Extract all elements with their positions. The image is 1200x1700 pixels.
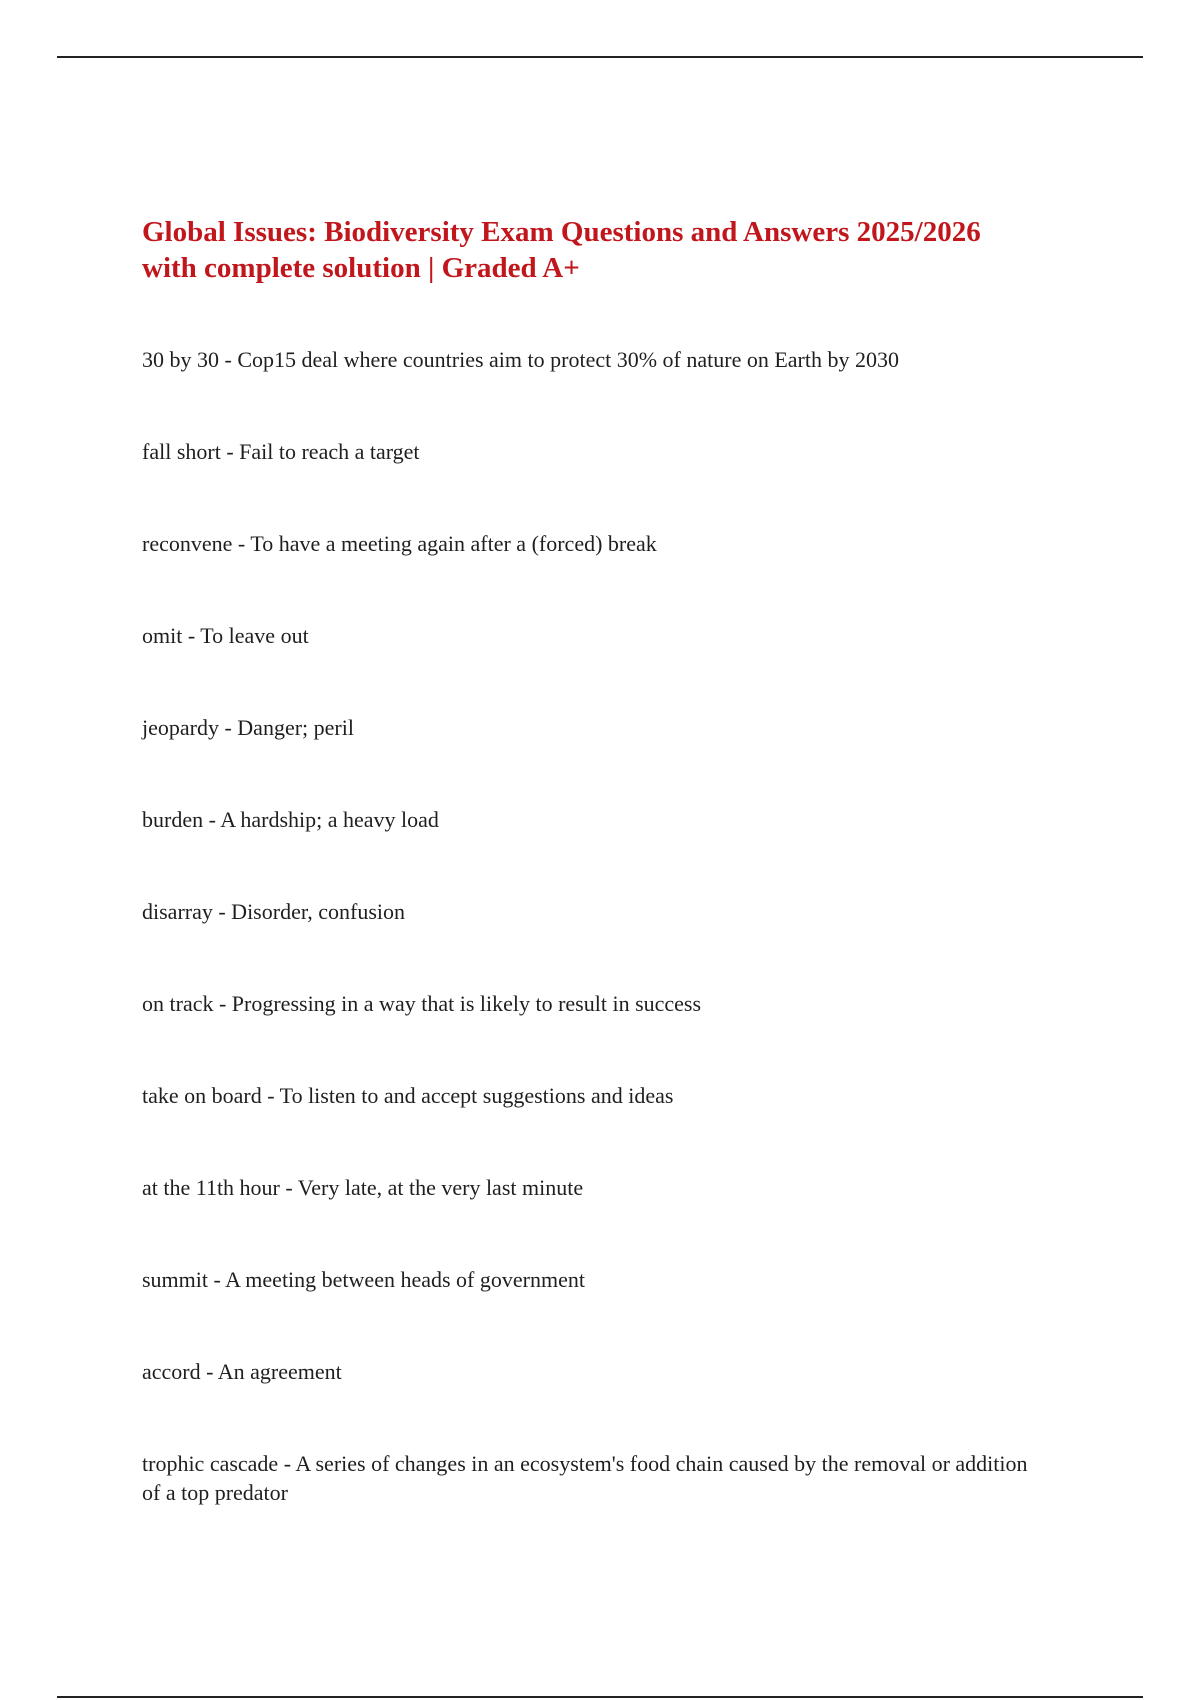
term-entry: jeopardy - Danger; peril [142, 715, 354, 740]
term-entry: at the 11th hour - Very late, at the very last minute [142, 1175, 584, 1200]
term-entry: burden - A hardship; a heavy load [142, 807, 439, 832]
top-rule [57, 56, 1143, 58]
term-entry: take on board - To listen to and accept suggestions and ideas [142, 1083, 674, 1108]
term-entry: disarray - Disorder, confusion [142, 899, 406, 924]
term-entry: summit - A meeting between heads of government [142, 1267, 585, 1292]
term-entry: omit - To leave out [142, 623, 309, 648]
term-entry: on track - Progressing in a way that is likely to result in success [142, 991, 702, 1016]
term-entry: accord - An agreement [142, 1359, 342, 1384]
document-title [142, 214, 1102, 286]
term-entry: 30 by 30 - Cop15 deal where countries aim to protect 30% of nature on Earth by 2030 [142, 347, 899, 372]
term-definition-list [142, 345, 1042, 1570]
term-entry: reconvene - To have a meeting again after a (forced) break [142, 531, 657, 556]
bottom-rule [57, 1696, 1143, 1698]
document-title-line-2: with complete solution | Graded A+ [142, 252, 580, 284]
document-title-line-1: Global Issues: Biodiversity Exam Questions and Answers 2025/2026 [142, 216, 981, 248]
term-entry: fall short - Fail to reach a target [142, 439, 420, 464]
term-entry: trophic cascade - A series of changes in an ecosystem's food chain caused by the removal or addition of a top predator [142, 1451, 1028, 1505]
